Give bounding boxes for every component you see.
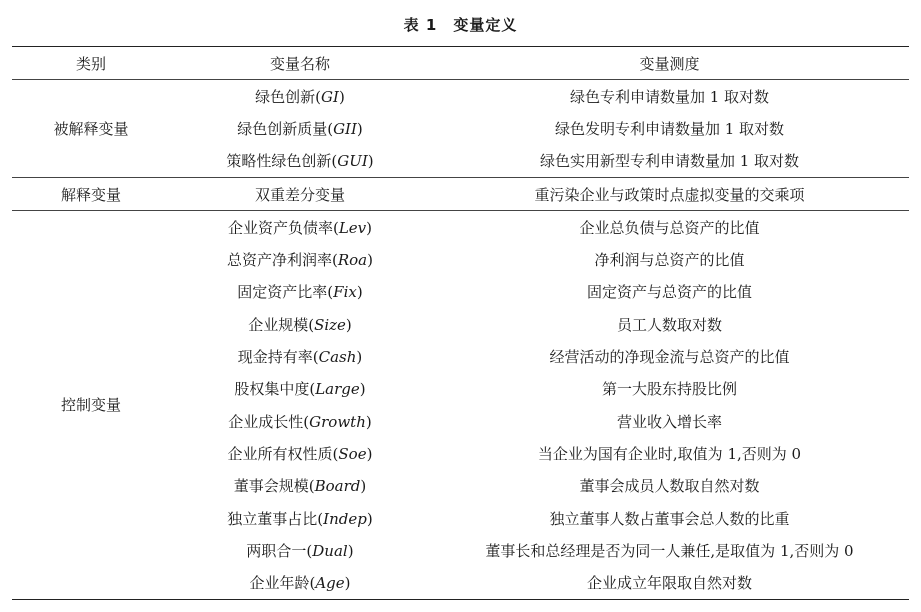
variable-name-cell xyxy=(170,80,430,113)
variable-abbreviation: Soe xyxy=(338,444,367,463)
variable-name-text: 总资产净利润率( xyxy=(227,251,338,270)
variable-name-text: 企业年龄( xyxy=(249,574,316,593)
variable-name-cell xyxy=(170,340,430,372)
variable-abbreviation: Large xyxy=(315,380,360,399)
variable-name-close-paren: ) xyxy=(367,152,374,171)
table-title: 表 1 变量定义 xyxy=(403,16,518,34)
variable-name-text: 现金持有率( xyxy=(237,348,319,367)
variable-abbreviation: Dual xyxy=(312,541,348,560)
variable-name-close-paren: ) xyxy=(356,119,363,138)
variable-name-cell xyxy=(170,177,430,210)
variable-name-cell xyxy=(170,276,430,308)
variable-abbreviation: Board xyxy=(314,477,361,496)
header-category: 类别 xyxy=(12,47,170,80)
variable-name-cell xyxy=(170,534,430,566)
variable-abbreviation: Age xyxy=(315,574,345,593)
variable-name-close-paren: ) xyxy=(360,477,367,496)
variable-name-text: 绿色创新质量( xyxy=(237,119,334,138)
table-row xyxy=(12,177,909,210)
variable-measure-cell: 企业总负债与总资产的比值 xyxy=(579,218,760,237)
variable-name-close-paren: ) xyxy=(366,444,373,463)
variable-abbreviation: GUI xyxy=(337,152,368,171)
variable-name-text: 企业资产负债率( xyxy=(227,218,339,237)
variable-abbreviation: GI xyxy=(321,87,339,106)
variable-name-close-paren: ) xyxy=(366,509,373,528)
variable-abbreviation: Cash xyxy=(318,348,357,367)
variable-measure-cell: 绿色专利申请数量加 1 取对数 xyxy=(569,87,770,106)
variable-name-close-paren: ) xyxy=(338,87,345,106)
variable-measure-cell: 经营活动的净现金流与总资产的比值 xyxy=(549,348,790,367)
variable-name-text: 双重差分变量 xyxy=(254,185,345,204)
variable-name-cell xyxy=(170,566,430,599)
header-variable-measure: 变量测度 xyxy=(430,47,909,80)
variable-name-text: 固定资产比率( xyxy=(237,283,334,302)
variable-name-cell xyxy=(170,243,430,275)
variable-abbreviation: Fix xyxy=(333,283,357,302)
variable-name-close-paren: ) xyxy=(365,412,372,431)
variable-abbreviation: GII xyxy=(333,119,357,138)
variable-measure-cell: 企业成立年限取自然对数 xyxy=(430,566,909,599)
variable-name-text: 绿色创新( xyxy=(255,87,322,106)
variable-name-cell xyxy=(170,112,430,144)
variable-name-close-paren: ) xyxy=(367,251,373,270)
category-cell: 解释变量 xyxy=(12,177,170,210)
variable-name-text: 企业规模( xyxy=(248,315,315,334)
variable-name-cell xyxy=(170,437,430,469)
variable-measure-cell: 当企业为国有企业时,取值为 1,否则为 0 xyxy=(537,444,802,463)
variable-measure-cell: 独立董事人数占董事会总人数的比重 xyxy=(549,509,790,528)
variable-name-text: 企业所有权性质( xyxy=(227,444,339,463)
variable-name-text: 董事会规模( xyxy=(233,477,315,496)
category-cell: 被解释变量 xyxy=(12,80,170,178)
variable-name-cell xyxy=(170,308,430,340)
variable-measure-cell: 董事长和总经理是否为同一人兼任,是取值为 1,否则为 0 xyxy=(485,541,854,560)
variable-name-text: 策略性绿色创新( xyxy=(226,152,338,171)
variable-definition-table xyxy=(12,46,909,600)
variable-name-close-paren: ) xyxy=(345,315,352,334)
variable-measure-cell: 绿色发明专利申请数量加 1 取对数 xyxy=(554,119,785,138)
variable-measure-cell: 董事会成员人数取自然对数 xyxy=(579,477,760,496)
variable-measure-cell: 净利润与总资产的比值 xyxy=(594,251,745,270)
variable-name-cell xyxy=(170,405,430,437)
header-row xyxy=(12,47,909,80)
variable-abbreviation: Indep xyxy=(323,509,367,528)
variable-name-cell xyxy=(170,211,430,244)
variable-name-cell xyxy=(170,470,430,502)
variable-name-close-paren: ) xyxy=(344,574,351,593)
variable-name-text: 独立董事占比( xyxy=(227,509,324,528)
table-row xyxy=(12,211,909,244)
variable-abbreviation: Lev xyxy=(338,218,367,237)
variable-measure-cell: 绿色实用新型专利申请数量加 1 取对数 xyxy=(430,145,909,178)
variable-name-close-paren: ) xyxy=(356,283,363,302)
category-cell: 控制变量 xyxy=(12,211,170,600)
variable-name-close-paren: ) xyxy=(366,218,373,237)
variable-measure-cell: 重污染企业与政策时点虚拟变量的交乘项 xyxy=(430,177,909,210)
variable-abbreviation: Roa xyxy=(337,251,368,270)
variable-measure-cell: 固定资产与总资产的比值 xyxy=(586,283,752,302)
variable-name-close-paren: ) xyxy=(356,348,363,367)
header-variable-name: 变量名称 xyxy=(170,47,430,80)
variable-name-close-paren: ) xyxy=(347,541,354,560)
variable-name-cell xyxy=(170,145,430,178)
variable-measure-cell: 员工人数取对数 xyxy=(616,315,722,334)
variable-abbreviation: Size xyxy=(314,315,346,334)
variable-name-cell xyxy=(170,502,430,534)
variable-measure-cell: 第一大股东持股比例 xyxy=(601,380,737,399)
variable-abbreviation: Growth xyxy=(309,412,366,431)
variable-name-cell xyxy=(170,373,430,405)
variable-measure-cell: 营业收入增长率 xyxy=(616,412,722,431)
variable-name-text: 企业成长性( xyxy=(228,412,310,431)
variable-name-text: 两职合一( xyxy=(246,541,313,560)
variable-name-text: 股权集中度( xyxy=(234,380,316,399)
variable-name-close-paren: ) xyxy=(359,380,366,399)
table-body xyxy=(12,80,909,600)
table-row xyxy=(12,80,909,113)
